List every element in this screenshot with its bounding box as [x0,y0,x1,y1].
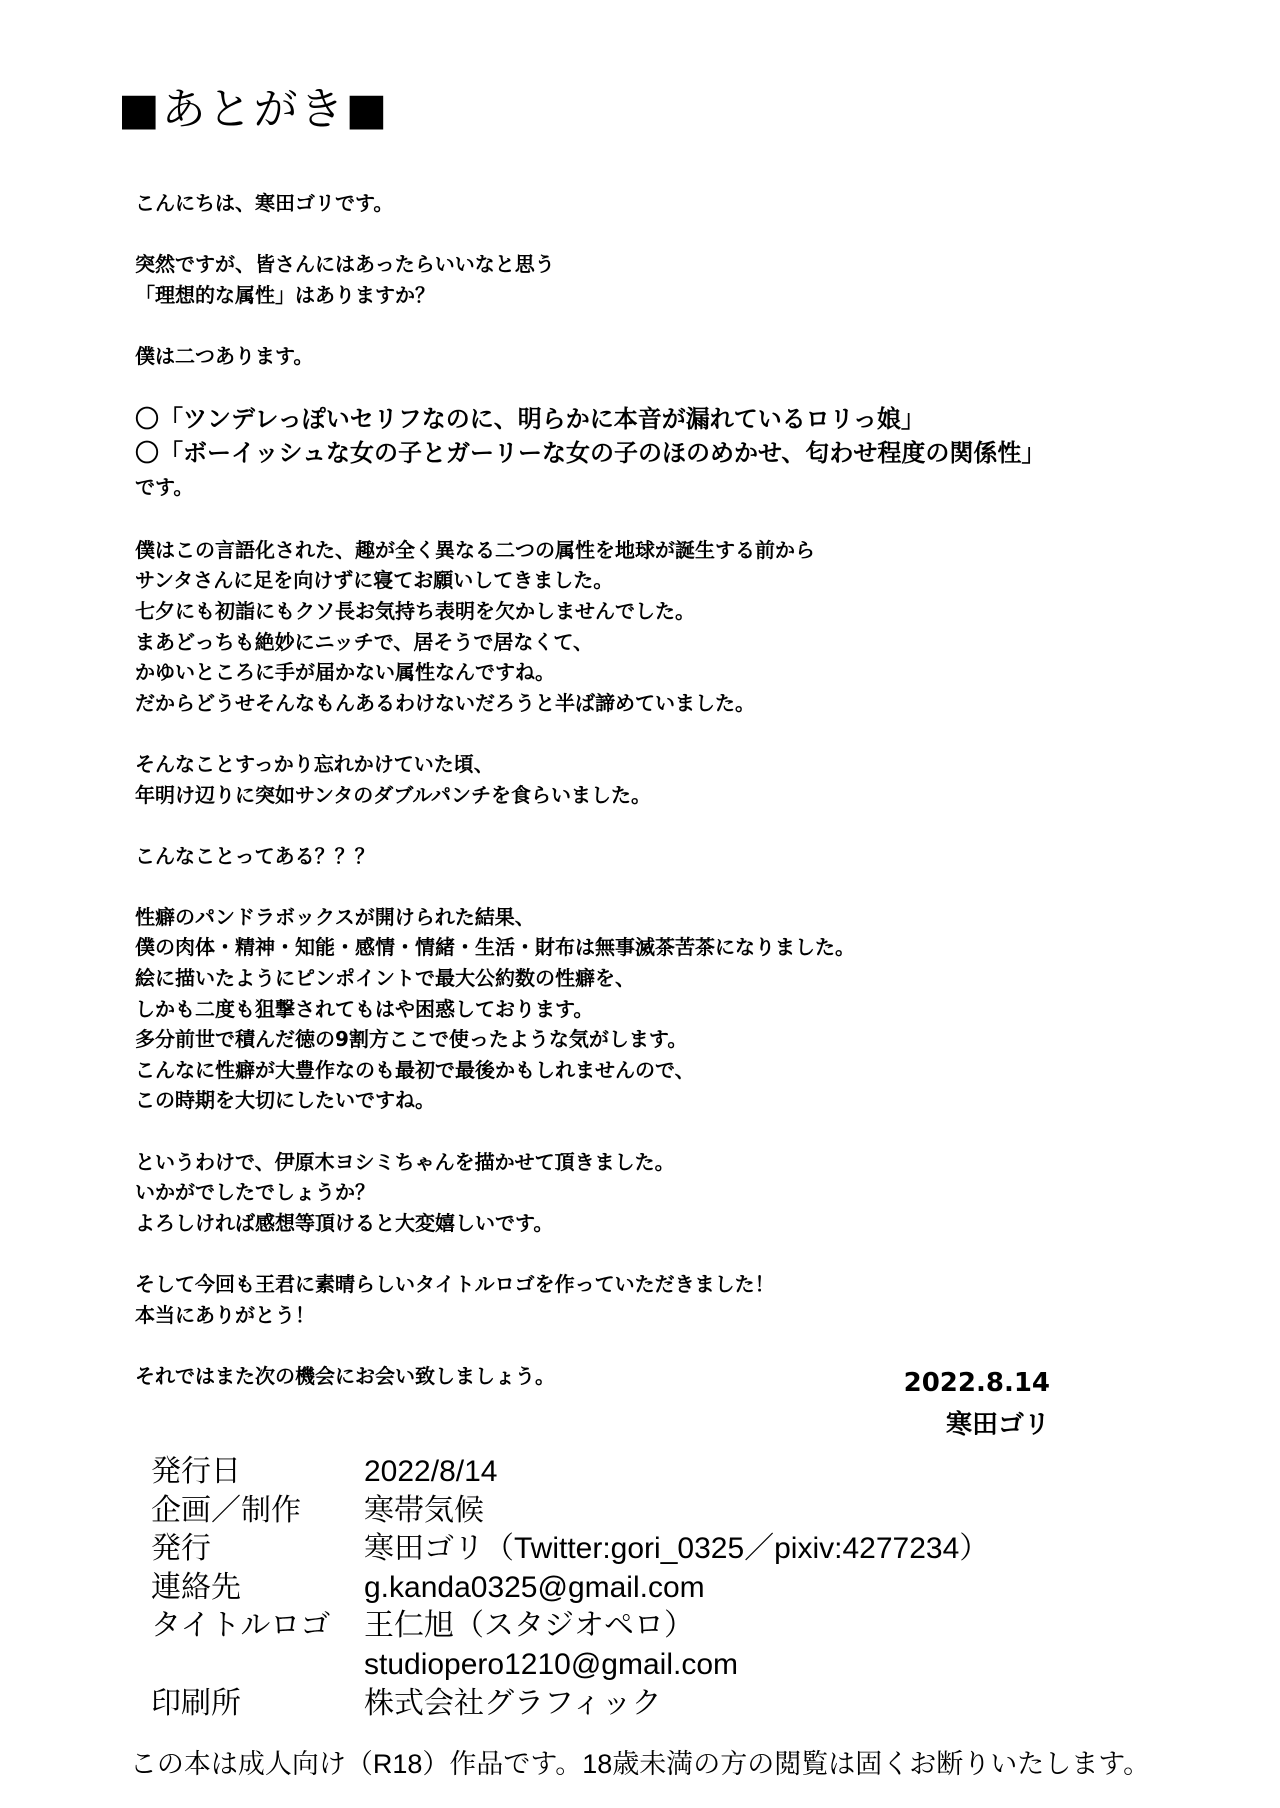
colophon-label: タイトルロゴ [151,1609,331,1643]
body-line: そんなことすっかり忘れかけていた頃、 [135,751,494,776]
body-line: 「理想的な属性」はありますか？ [135,282,435,307]
colophon-value: studiopero1210@gmail.com [364,1647,738,1681]
body-line: です。 [135,475,194,500]
attribute-line: 〇「ツンデレっぽいセリフなのに、明らかに本音が漏れているロリっ娘」 [135,405,925,434]
body-line: 七夕にも初詣にもクソ長お気持ち表明を欠かしませんでした。 [135,598,695,623]
body-line: 僕は二つあります。 [135,343,314,368]
colophon-row [151,1569,989,1608]
colophon-value: 株式会社グラフィック [364,1686,662,1720]
signature-block [904,1362,1050,1446]
colophon-row [151,1453,989,1492]
body-line: かゆいところに手が届かない属性なんですね。 [135,660,555,685]
colophon-value: 寒帯気候 [364,1493,484,1527]
body-line: こんにちは、寒田ゴリです。 [135,191,394,215]
body-line: 年明け辺りに突如サンタのダブルパンチを食らいました。 [135,782,651,807]
paragraph-thanks [135,1269,1175,1330]
colophon-value: g.kanda0325@gmail.com [364,1570,705,1604]
body-line: よろしければ感想等頂けると大変嬉しいです。 [135,1210,554,1235]
paragraph-surprise [135,749,1175,810]
paragraph-attributes [135,402,1175,504]
body-line: いかがでしたでしょうか？ [135,1180,375,1205]
colophon-label: 発行日 [151,1455,241,1488]
body-line: 多分前世で積んだ徳の9割方ここで使ったような気がします。 [135,1027,688,1052]
paragraph-two [135,341,1175,372]
colophon-value: 2022/8/14 [364,1455,498,1488]
body-line: 僕の肉体・精神・知能・感情・情緒・生活・財布は無事滅茶苦茶になりました。 [135,935,855,960]
colophon-row [151,1530,989,1569]
paragraph-exclaim [135,841,1175,872]
body-line: 性癖のパンドラボックスが開けられた結果、 [135,904,535,929]
body-line: 本当にありがとう！ [135,1302,315,1327]
body-line: しかも二度も狙撃されてもはや困惑しております。 [135,996,594,1021]
paragraph-greeting [135,188,1175,219]
colophon-label: 印刷所 [151,1686,241,1720]
body-line: まあどっちも絶妙にニッチで、居そうで居なくて、 [135,629,593,654]
paragraph-question [135,249,1175,310]
colophon-label: 発行 [151,1532,211,1566]
colophon-row [151,1646,989,1685]
signature-date: 2022.8.14 [903,1368,1050,1398]
afterword-body [135,188,1175,1422]
body-line: というわけで、伊原木ヨシミちゃんを描かせて頂きました。 [135,1149,675,1174]
colophon-table [151,1453,989,1723]
afterword-heading: ■あとがき■ [118,84,390,135]
age-notice: この本は成人向け（R18）作品です。18歳未満の方の閲覧は固くお断りいたします。 [129,1749,1151,1779]
colophon-label [151,1646,364,1685]
signature-author: 寒田ゴリ [945,1410,1050,1440]
body-line: そして今回も王君に素晴らしいタイトルロゴを作っていただきました！ [135,1272,775,1296]
body-line: それではまた次の機会にお会い致しましょう。 [135,1363,555,1388]
body-line: 突然ですが、皆さんにはあったらいいなと思う [135,252,555,277]
body-line: 僕はこの言語化された、趣が全く異なる二つの属性を地球が誕生する前から [135,537,815,562]
body-line: こんなことってある？？？ [135,843,375,868]
paragraph-pandora [135,902,1175,1116]
colophon-row [151,1685,989,1724]
colophon-label: 企画／制作 [151,1493,301,1527]
body-line: だからどうせそんなもんあるわけないだろうと半ば諦めていました。 [135,690,755,715]
body-line: この時期を大切にしたいですね。 [135,1088,435,1113]
paragraph-wish [135,535,1175,719]
paragraph-drawn [135,1147,1175,1239]
colophon-label: 連絡先 [151,1570,241,1604]
body-line: こんなに性癖が大豊作なのも最初で最後かもしれませんので、 [135,1057,695,1082]
colophon-value: 王仁旭（スタジオペロ） [364,1609,694,1643]
colophon-row [151,1492,989,1531]
colophon-row [151,1607,989,1646]
colophon-value: 寒田ゴリ（Twitter:gori_0325／pixiv:4277234） [364,1532,990,1566]
attribute-line: 〇「ボーイッシュな女の子とガーリーな女の子のほのめかせ、匂わせ程度の関係性」 [135,439,1046,468]
body-line: サンタさんに足を向けずに寝てお願いしてきました。 [135,568,614,593]
body-line: 絵に描いたようにピンポイントで最大公約数の性癖を、 [135,966,635,991]
